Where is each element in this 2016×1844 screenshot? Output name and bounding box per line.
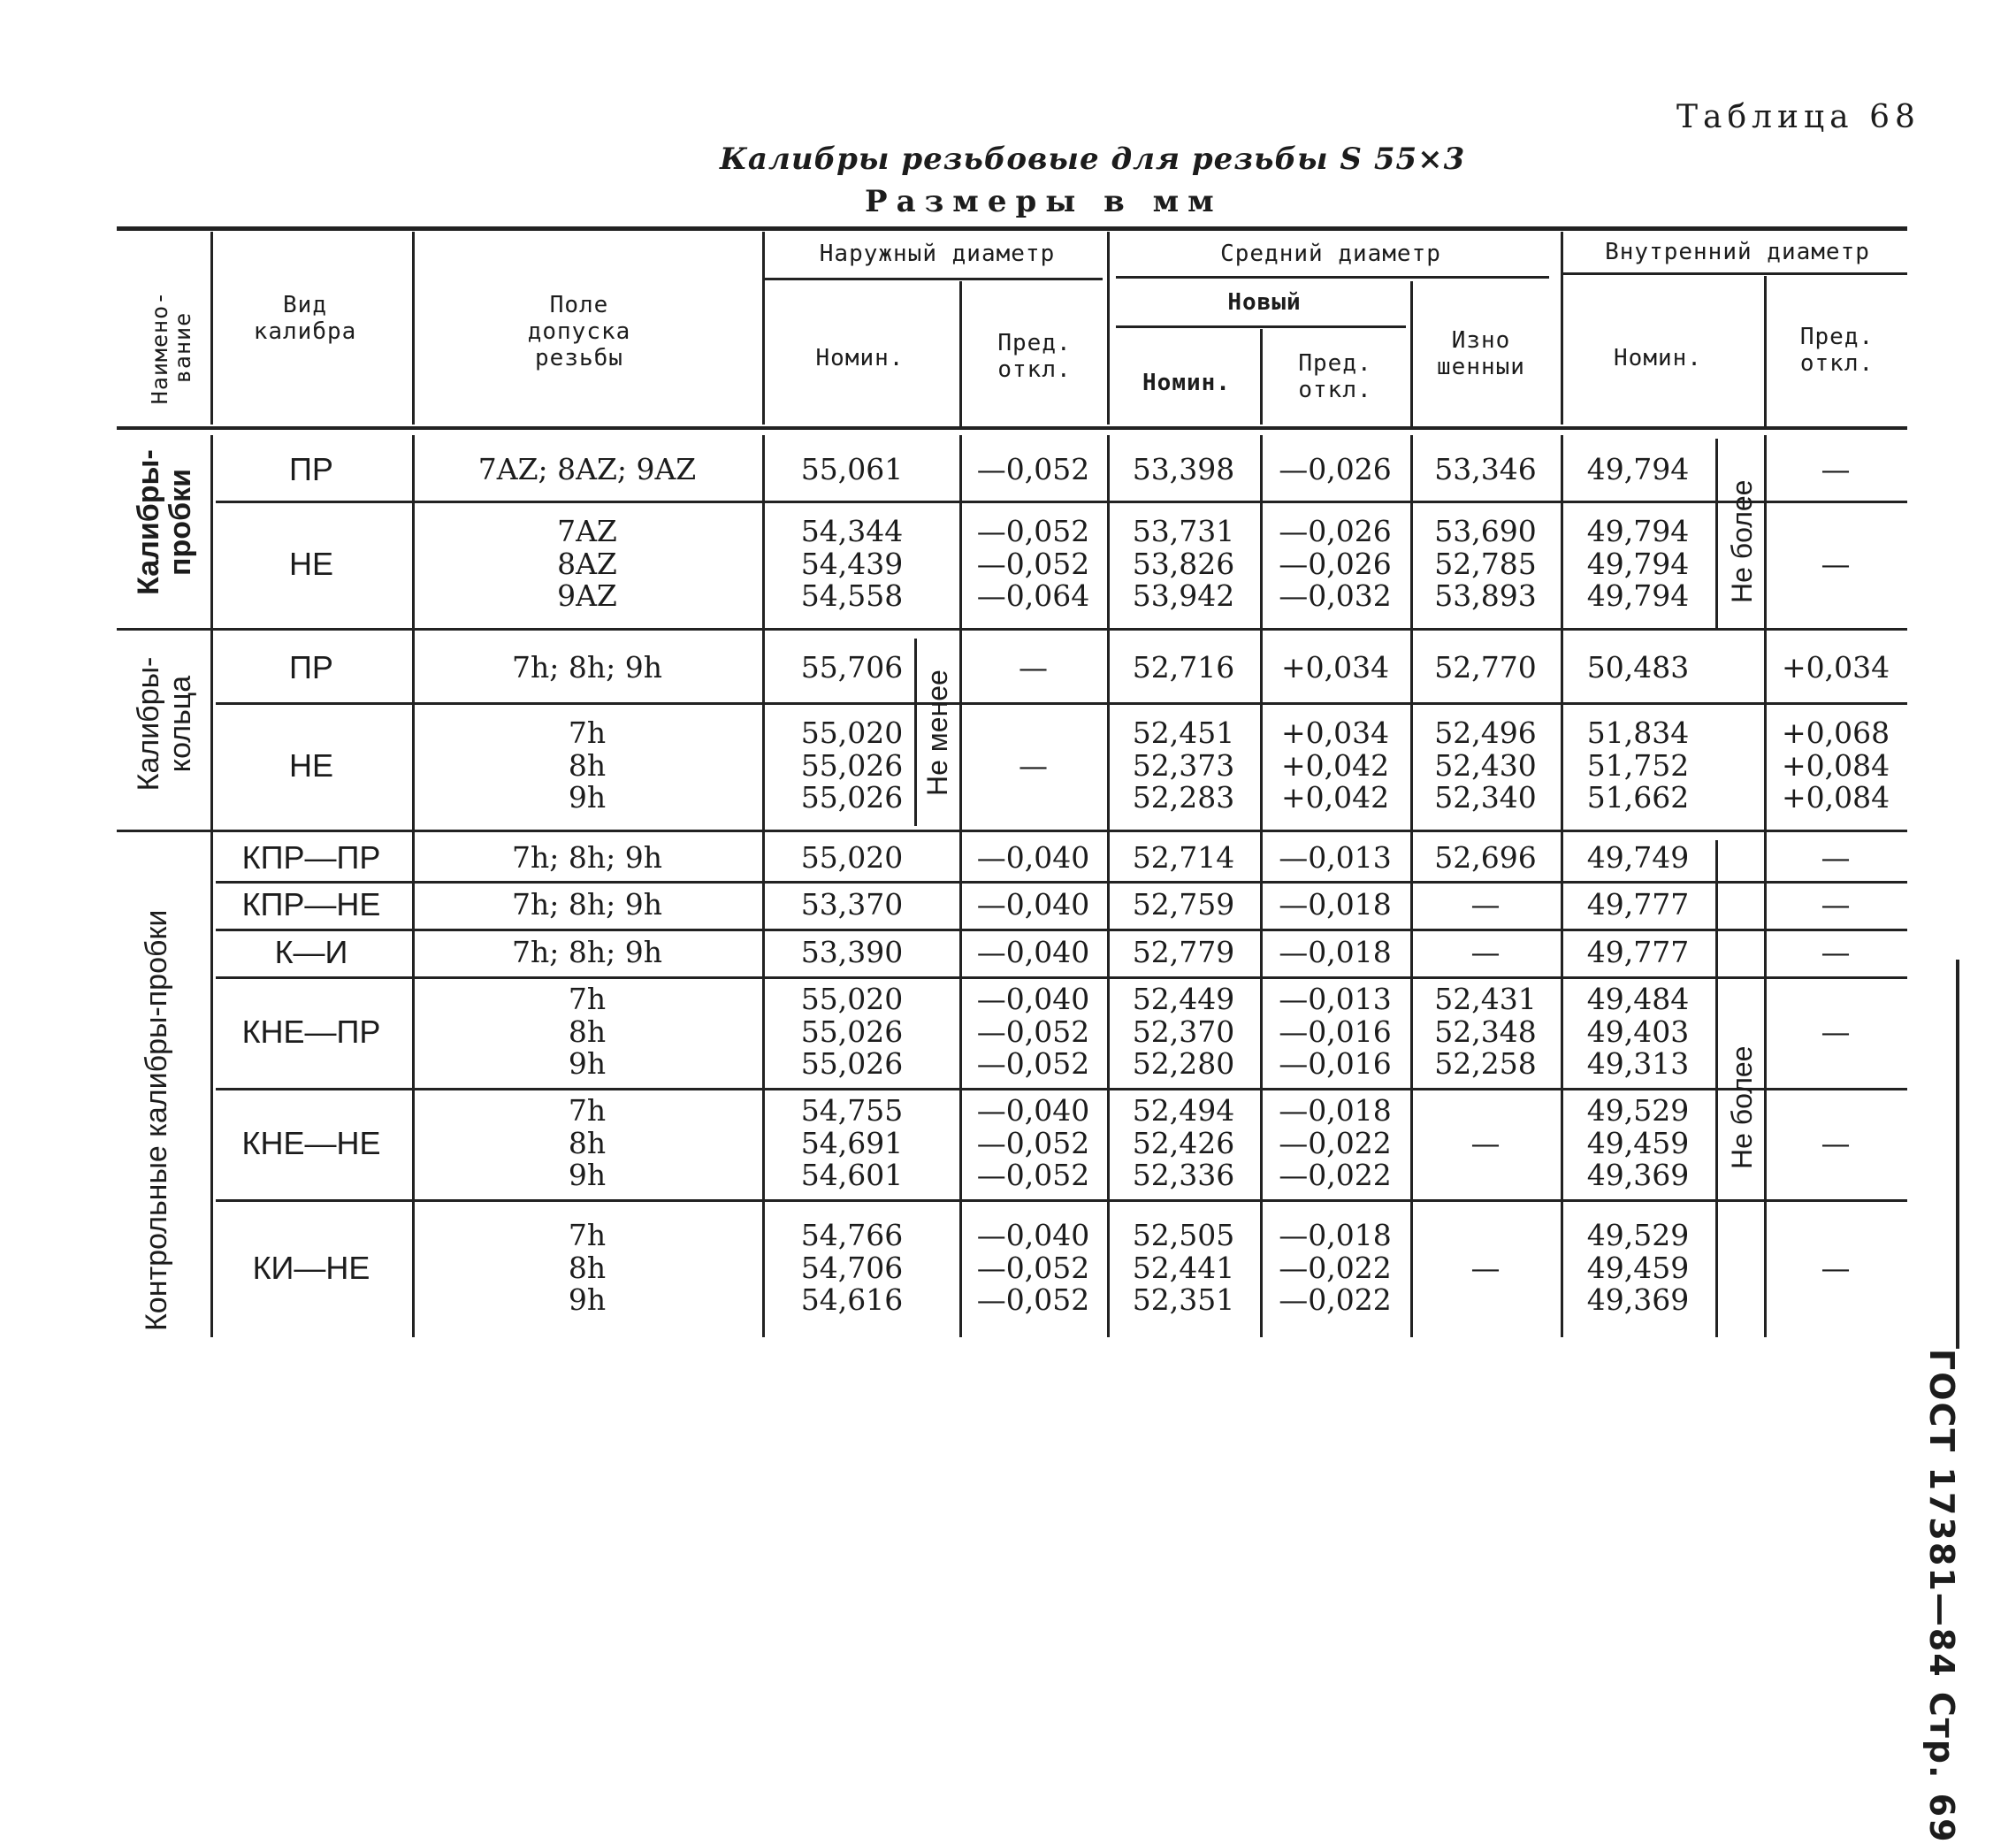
cell-outer-nom: 55,706: [800, 649, 904, 685]
header-outer-nominal: Номин.: [815, 345, 905, 371]
cell-outer-dev: —0,052 —0,052 —0,064: [976, 514, 1090, 614]
cell-type: КНЕ—НЕ: [241, 1125, 381, 1161]
cell-type: КПР—ПР: [241, 839, 381, 876]
cell-inner-dev: —: [1821, 934, 1851, 969]
cell-mean-nom: 52,494 52,426 52,336: [1132, 1093, 1235, 1193]
note-no-more-bottom: Не более: [1726, 1045, 1758, 1169]
cell-type: КНЕ—ПР: [241, 1014, 381, 1050]
cell-inner-nom: 49,777: [1586, 886, 1690, 922]
table-top-rule: [117, 226, 1907, 231]
row-rule: [216, 881, 1907, 884]
cell-mean-nom: 52,716: [1132, 649, 1235, 685]
cell-mean-nom: 52,505 52,441 52,351: [1132, 1218, 1235, 1318]
cell-inner-nom: 49,484 49,403 49,313: [1586, 982, 1690, 1082]
cell-mean-dev: +0,034 +0,042 +0,042: [1280, 715, 1390, 815]
cell-outer-dev: —0,040: [976, 934, 1090, 969]
cell-inner-dev: +0,068 +0,084 +0,084: [1781, 715, 1890, 815]
cell-inner-nom: 49,529 49,459 49,369: [1586, 1218, 1690, 1318]
side-rule: [1956, 960, 1959, 1349]
cell-inner-nom: 49,794: [1586, 451, 1690, 486]
header-inner-deviation: Пред. откл.: [1799, 324, 1875, 377]
cell-mean-dev: —0,026: [1279, 451, 1392, 486]
rule: [412, 232, 415, 425]
cell-field: 7h 8h 9h: [568, 1218, 607, 1318]
cell-outer-dev: —: [1019, 649, 1048, 685]
cell-outer-nom: 55,020: [800, 839, 904, 875]
cell-field: 7h 8h 9h: [568, 715, 607, 815]
cell-outer-nom: 55,020 55,026 55,026: [800, 982, 904, 1082]
cell-outer-dev: —: [1019, 747, 1048, 783]
cell-outer-dev: —0,040: [976, 839, 1090, 875]
header-inner-diameter: Внутренний диаметр: [1605, 239, 1870, 265]
new-subheader-rule: [1116, 325, 1406, 328]
cell-mean-dev: —0,018 —0,022 —0,022: [1279, 1093, 1392, 1193]
cell-inner-dev: +0,034: [1781, 649, 1890, 685]
header-mean-deviation: Пред. откл.: [1298, 350, 1372, 403]
cell-mean-dev: +0,034: [1280, 649, 1390, 685]
cell-inner-nom: 49,794 49,794 49,794: [1586, 514, 1690, 614]
cell-worn: 53,690 52,785 53,893: [1434, 514, 1537, 614]
cell-mean-nom: 52,449 52,370 52,280: [1132, 982, 1235, 1082]
cell-worn: —: [1470, 1250, 1501, 1285]
cell-worn: 52,696: [1434, 839, 1537, 875]
cell-worn: 52,496 52,430 52,340: [1434, 715, 1537, 815]
cell-field: 7AZ 8AZ 9AZ: [557, 514, 617, 614]
header-name: Наимено-вание: [147, 290, 195, 405]
header-mean-diameter: Средний диаметр: [1220, 241, 1441, 267]
cell-outer-nom: 54,766 54,706 54,616: [800, 1218, 904, 1318]
row-rule: [216, 1199, 1907, 1202]
rule: [210, 232, 213, 425]
header-outer-deviation: Пред. откл.: [997, 330, 1072, 383]
cell-outer-nom: 55,061: [800, 451, 904, 486]
cell-type: НЕ: [288, 546, 333, 582]
rule: [1260, 329, 1263, 425]
row-rule: [216, 929, 1907, 931]
cell-type: К—И: [274, 934, 348, 970]
group-control-plugs-label: Контрольные калибры-пробки: [140, 909, 173, 1331]
cell-outer-nom: 53,370: [800, 886, 904, 922]
cell-worn: 53,346: [1434, 451, 1537, 486]
rule: [1410, 281, 1413, 426]
cell-type: НЕ: [288, 747, 333, 784]
row-rule: [216, 1088, 1907, 1090]
cell-type: КИ—НЕ: [252, 1250, 370, 1286]
outer-subheader-rule: [762, 278, 1103, 280]
cell-worn: 52,770: [1434, 649, 1537, 685]
cell-outer-dev: —0,040 —0,052 —0,052: [976, 1093, 1090, 1193]
cell-field: 7h; 8h; 9h: [512, 839, 662, 875]
cell-field: 7h; 8h; 9h: [512, 649, 662, 685]
cell-inner-dev: —: [1821, 546, 1851, 581]
header-bottom-rule: [117, 426, 1907, 430]
cell-mean-dev: —0,018: [1279, 886, 1392, 922]
rule: [1764, 276, 1767, 426]
header-mean-nominal: Номин.: [1142, 370, 1231, 396]
note-rule: [1715, 439, 1718, 628]
cell-outer-dev: —0,040 —0,052 —0,052: [976, 982, 1090, 1082]
cell-worn: 52,431 52,348 52,258: [1434, 982, 1537, 1082]
group-rule: [117, 830, 1907, 832]
table-subtitle: Размеры в мм: [865, 184, 1223, 219]
table-label: Таблица 68: [1676, 99, 1921, 135]
group-rings-label: Калибры-кольца: [132, 656, 197, 792]
header-tolerance-field: Поле допуска резьбы: [527, 292, 631, 371]
cell-field: 7AZ; 8AZ; 9AZ: [477, 451, 697, 486]
header-new: Новый: [1227, 289, 1302, 316]
cell-field: 7h; 8h; 9h: [512, 886, 662, 922]
cell-mean-dev: —0,026 —0,026 —0,032: [1279, 514, 1392, 614]
cell-inner-dev: —: [1821, 451, 1851, 486]
header-outer-diameter: Наружный диаметр: [819, 241, 1056, 267]
table-title: Калибры резьбовые для резьбы S 55×3: [720, 142, 1466, 177]
cell-outer-nom: 54,344 54,439 54,558: [800, 514, 904, 614]
row-rule: [216, 976, 1907, 979]
cell-outer-nom: 53,390: [800, 934, 904, 969]
header-worn: Изно шенныи: [1437, 327, 1525, 380]
cell-field: 7h; 8h; 9h: [512, 934, 662, 969]
cell-field: 7h 8h 9h: [568, 982, 607, 1082]
cell-inner-dev: —: [1821, 886, 1851, 922]
cell-field: 7h 8h 9h: [568, 1093, 607, 1193]
cell-outer-nom: 54,755 54,691 54,601: [800, 1093, 904, 1193]
cell-inner-nom: 49,529 49,459 49,369: [1586, 1093, 1690, 1193]
note-no-more-top: Не более: [1726, 479, 1758, 603]
group-rule: [117, 628, 1907, 631]
cell-outer-dev: —0,040 —0,052 —0,052: [976, 1218, 1090, 1318]
cell-inner-nom: 51,834 51,752 51,662: [1586, 715, 1690, 815]
cell-worn: —: [1470, 886, 1501, 922]
note-no-less: Не менее: [921, 670, 953, 796]
cell-mean-dev: —0,018: [1279, 934, 1392, 969]
cell-mean-nom: 52,714: [1132, 839, 1235, 875]
side-document-label: ГОСТ 17381—84 Стр. 69: [1922, 1349, 1961, 1844]
cell-inner-nom: 49,749: [1586, 839, 1690, 875]
cell-mean-nom: 53,731 53,826 53,942: [1132, 514, 1235, 614]
cell-outer-dev: —0,040: [976, 886, 1090, 922]
cell-type: ПР: [289, 451, 333, 487]
cell-mean-nom: 52,759: [1132, 886, 1235, 922]
rule: [959, 281, 962, 426]
cell-mean-dev: —0,013 —0,016 —0,016: [1279, 982, 1392, 1082]
inner-subheader-rule: [1561, 272, 1907, 275]
cell-mean-nom: 52,779: [1132, 934, 1235, 969]
cell-mean-dev: —0,018 —0,022 —0,022: [1279, 1218, 1392, 1318]
cell-inner-dev: —: [1821, 1125, 1851, 1160]
cell-worn: —: [1470, 934, 1501, 969]
cell-mean-dev: —0,013: [1279, 839, 1392, 875]
cell-inner-dev: —: [1821, 839, 1851, 875]
cell-outer-dev: —0,052: [976, 451, 1090, 486]
header-inner-nominal: Номин.: [1614, 345, 1702, 371]
cell-outer-nom: 55,020 55,026 55,026: [800, 715, 904, 815]
row-rule: [216, 501, 1907, 503]
cell-mean-nom: 52,451 52,373 52,283: [1132, 715, 1235, 815]
row-rule: [216, 702, 1907, 705]
cell-inner-nom: 50,483: [1586, 649, 1690, 685]
group-plugs-label: Калибры-пробки: [132, 449, 197, 595]
mean-subheader-rule: [1116, 276, 1549, 279]
header-gauge-type: Вид калибра: [253, 292, 357, 345]
cell-worn: —: [1470, 1125, 1501, 1160]
cell-mean-nom: 53,398: [1132, 451, 1235, 486]
cell-inner-dev: —: [1821, 1014, 1851, 1049]
cell-inner-dev: —: [1821, 1250, 1851, 1285]
cell-type: ПР: [289, 649, 333, 685]
cell-inner-nom: 49,777: [1586, 934, 1690, 969]
cell-type: КПР—НЕ: [241, 886, 381, 922]
